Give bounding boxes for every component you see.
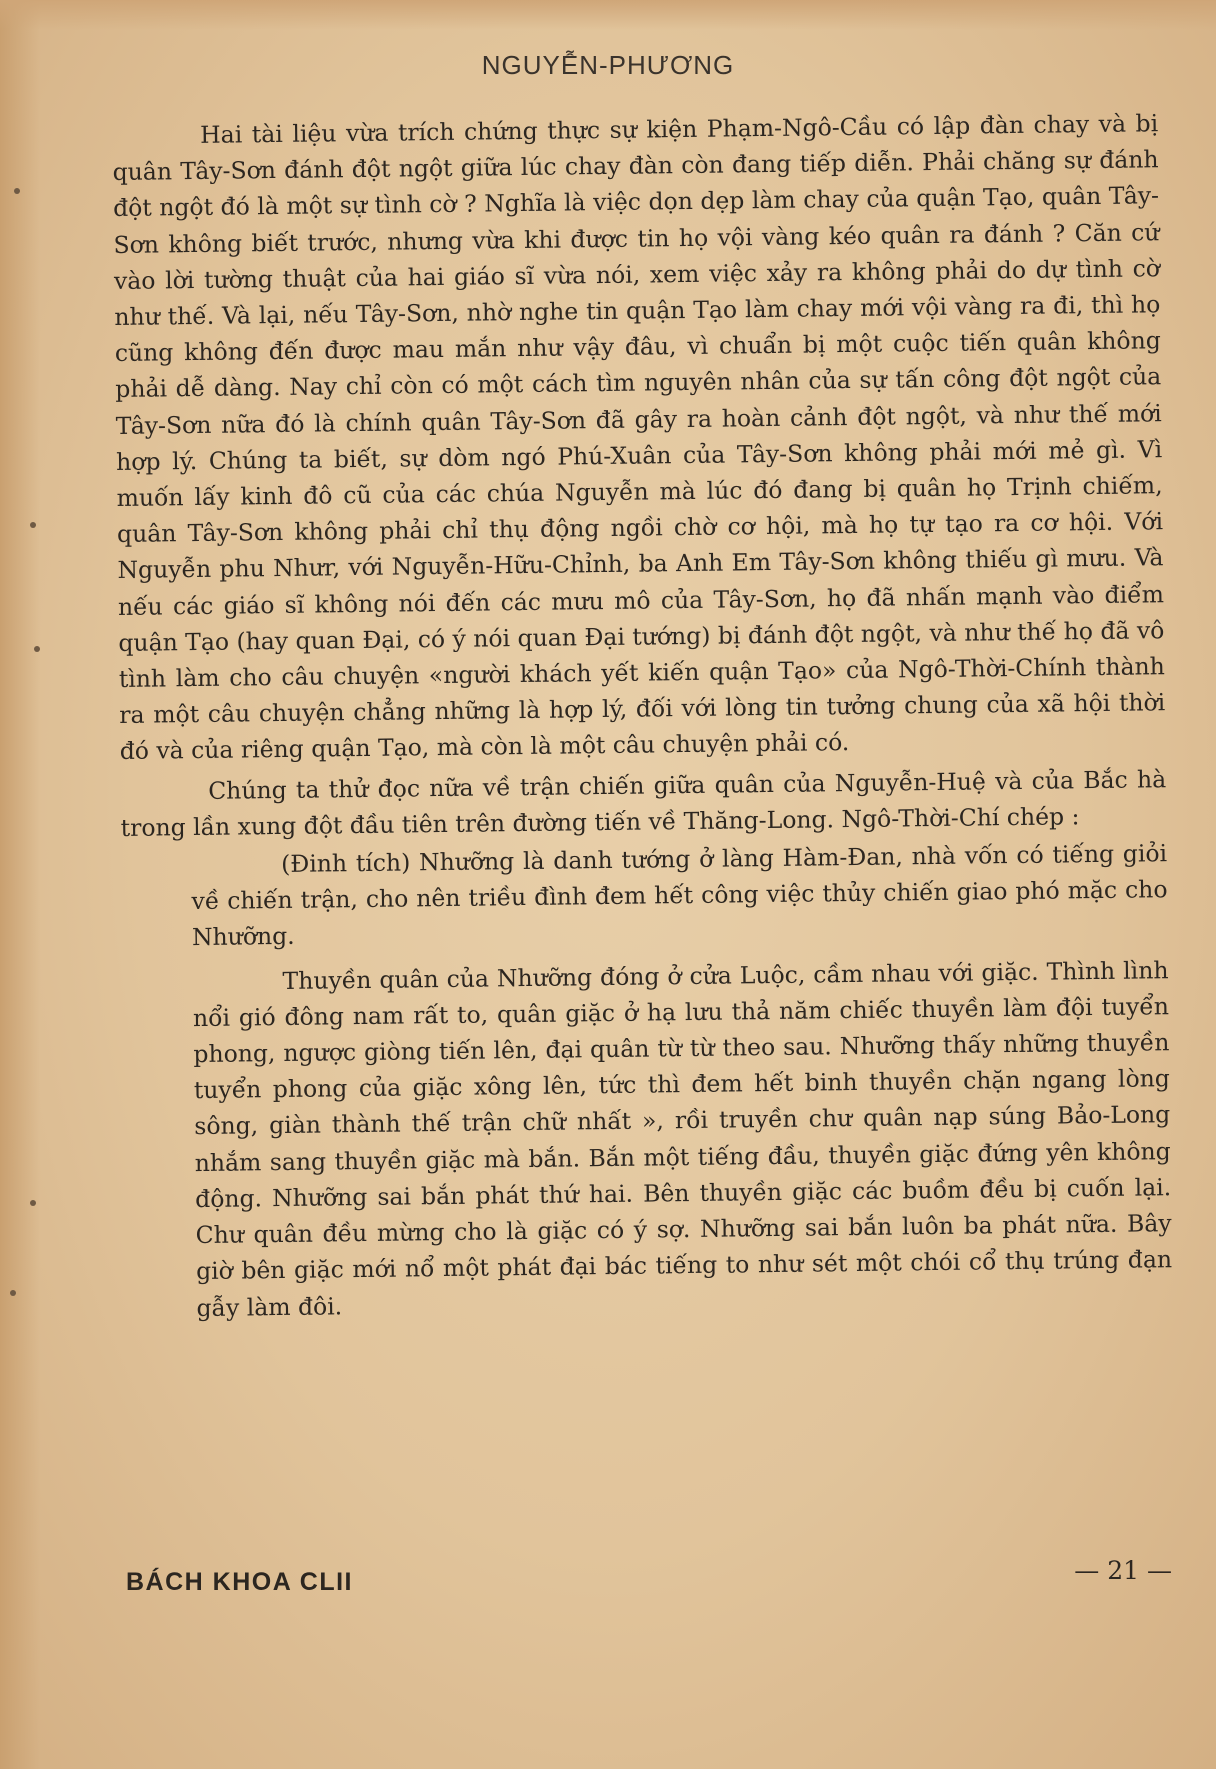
quoted-paragraph: (Đinh tích) Nhưỡng là danh tướng ở làng Hàm-Đan, nhà vốn có tiếng giỏi về chiến trận, cho nên triều đình đem hết công việc thủy chiến giao phó mặc cho Nhưỡng.: [191, 839, 1168, 952]
paragraph: Hai tài liệu vừa trích chứng thực sự kiện Phạm-Ngô-Cầu có lập đàn chay và bị quân Tây-Sơn đánh đột ngột giữa lúc chay đàn còn đang tiếp diễn. Phải chăng sự đánh đột ngột đó là một sự tình cờ ? Nghĩa là việc dọn dẹp làm chay của quận Tạo, quân Tây-Sơn không biết trước, nhưng vừa khi được tin họ vội vàng kéo quân ra đánh ? Căn cứ vào lời tường thuật của hai giáo sĩ vừa nói, xem việc xảy ra không phải do dự tình cờ như thế. Và lại, nếu Tây-Sơn, nhờ nghe tin quận Tạo làm chay mới vội vàng ra đi, thì họ cũng không đến được mau mắn như vậy đâu, vì chuẩn bị một cuộc tiến quân không phải dễ dàng. Nay chỉ còn có một cách tìm nguyên nhân của sự tấn công đột ngột của Tây-Sơn nữa đó là chính quân Tây-Sơn đã gây ra hoàn cảnh đột ngột, và như thế mới hợp lý. Chúng ta biết, sự dòm ngó Phú-Xuân của Tây-Sơn không phải mới mẻ gì. Vì muốn lấy kinh đô cũ của các chúa Nguyễn mà lúc đó đang bị quân họ Trịnh chiếm, quân Tây-Sơn không phải chỉ thụ động ngồi chờ cơ hội, mà họ tự tạo ra cơ hội. Với Nguyễn phu Nhưr, với Nguyễn-Hữu-Chỉnh, ba Anh Em Tây-Sơn không thiếu gì mưu. Và nếu các giáo sĩ không nói đến các mưu mô của Tây-Sơn, họ đã nhấn mạnh vào điểm quận Tạo (hay quan Đại, có ý nói quan Đại tướng) bị đánh đột ngột, và như thế họ đã vô tình làm cho câu chuyện «người khách yết kiến quận Tạo» của Ngô-Thời-Chính thành ra một câu chuyện chẳng những là hợp lý, đối với lòng tin tưởng chung của xã hội thời đó và của riêng quận Tạo, mà còn là một câu chuyện phải có.: [112, 109, 1166, 766]
article-body: [112, 105, 1173, 1326]
paper-blemish: [14, 188, 20, 194]
page-number: — 21 —: [1074, 1556, 1172, 1585]
running-header: NGUYỄN-PHƯƠNG: [481, 50, 735, 80]
paper-blemish: [30, 1200, 36, 1206]
paragraph: Chúng ta thử đọc nữa về trận chiến giữa quân của Nguyễn-Huệ và của Bắc hà trong lần xung đột đầu tiên trên đường tiến về Thăng-Long. Ngô-Thời-Chí chép :: [120, 764, 1167, 842]
paper-blemish: [10, 1290, 16, 1296]
publication-footer: BÁCH KHOA CLII: [126, 1568, 354, 1596]
paper-blemish: [30, 522, 36, 528]
quoted-paragraph: Thuyền quân của Nhưỡng đóng ở cửa Luộc, cầm nhau với giặc. Thình lình nổi gió đông nam rất to, quân giặc ở hạ lưu thả năm chiếc thuyền làm đội tuyển phong, ngược giòng tiến lên, đại quân từ từ theo sau. Nhưỡng thấy những thuyền tuyển phong của giặc xông lên, tức thì đem hết binh thuyền chặn ngang lòng sông, giàn thành thế trận chữ nhất », rồi truyền chư quân nạp súng Bảo-Long nhắm sang thuyền giặc mà bắn. Bắn một tiếng đầu, thuyền giặc đứng yên không động. Nhưỡng sai bắn phát thứ hai. Bên thuyền giặc các buồm đều bị cuốn lại. Chư quân đều mừng cho là giặc có ý sợ. Nhưỡng sai bắn luôn ba phát nữa. Bây giờ bên giặc mới nổ một phát đại bác tiếng to như sét một chói cổ thụ trúng đạn gẫy làm đôi.: [192, 955, 1173, 1322]
paper-blemish: [34, 646, 40, 652]
